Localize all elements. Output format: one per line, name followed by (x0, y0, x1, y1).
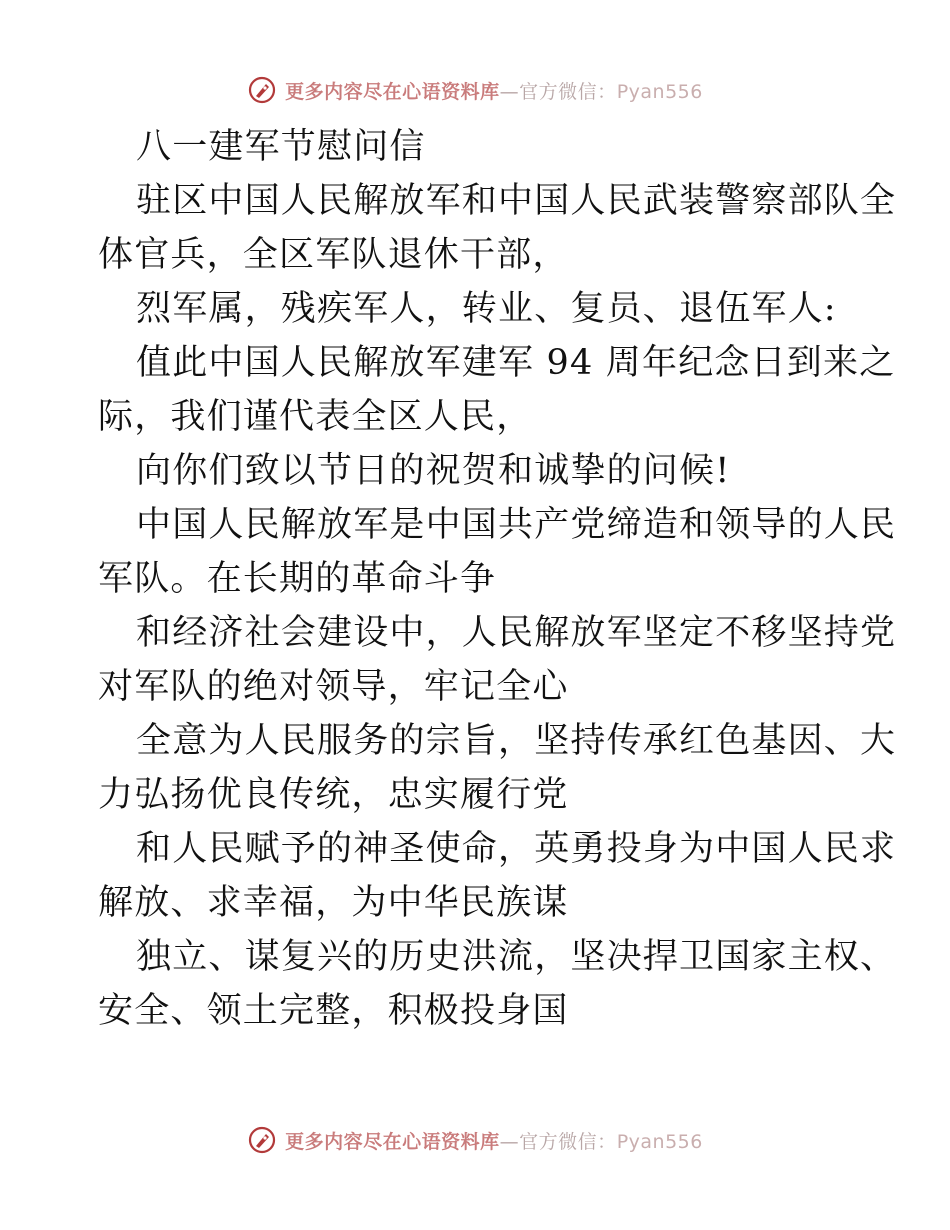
doc-line: 和经济社会建设中，人民解放军坚定不移坚持党 (136, 613, 897, 653)
watermark-sub: 官方微信： (519, 80, 617, 103)
doc-line: 驻区中国人民解放军和中国人民武装警察部队全 (136, 181, 897, 221)
watermark-dash: — (499, 1130, 520, 1153)
watermark-text (285, 1127, 703, 1154)
doc-line: 军队。在长期的革命斗争 (98, 559, 497, 599)
watermark-footer (0, 1120, 950, 1160)
doc-line: 解放、求幸福，为中华民族谋 (98, 883, 569, 923)
watermark-id: Pyan556 (616, 1130, 703, 1153)
doc-line: 全意为人民服务的宗旨，坚持传承红色基因、大 (136, 721, 897, 761)
watermark-sub: 官方微信： (519, 1130, 617, 1153)
watermark-id: Pyan556 (616, 80, 703, 103)
doc-line: 和人民赋予的神圣使命，英勇投身为中国人民求 (136, 829, 897, 869)
watermark-main: 更多内容尽在心语资料库 (285, 1130, 500, 1153)
doc-line: 向你们致以节日的祝贺和诚挚的问候! (136, 451, 731, 491)
pen-nib-logo-icon (247, 75, 277, 105)
watermark-text (285, 77, 703, 104)
doc-line: 力弘扬优良传统，忠实履行党 (98, 775, 569, 815)
doc-line: 独立、谋复兴的历史洪流，坚决捍卫国家主权、 (136, 937, 897, 977)
doc-line: 值此中国人民解放军建军 94 周年纪念日到来之 (136, 343, 896, 383)
watermark-header (0, 70, 950, 110)
doc-line: 对军队的绝对领导，牢记全心 (98, 667, 569, 707)
doc-line: 烈军属，残疾军人，转业、复员、退伍军人: (136, 289, 837, 329)
watermark-dash: — (499, 80, 520, 103)
doc-line: 际，我们谨代表全区人民， (98, 397, 533, 437)
doc-line: 中国人民解放军是中国共产党缔造和领导的人民 (136, 505, 897, 545)
doc-title: 八一建军节慰问信 (136, 127, 426, 167)
pen-nib-logo-icon (247, 1125, 277, 1155)
document-body (98, 120, 897, 1038)
doc-line: 体官兵，全区军队退休干部， (98, 235, 569, 275)
doc-line: 安全、领土完整，积极投身国 (98, 991, 569, 1031)
watermark-main: 更多内容尽在心语资料库 (285, 80, 500, 103)
